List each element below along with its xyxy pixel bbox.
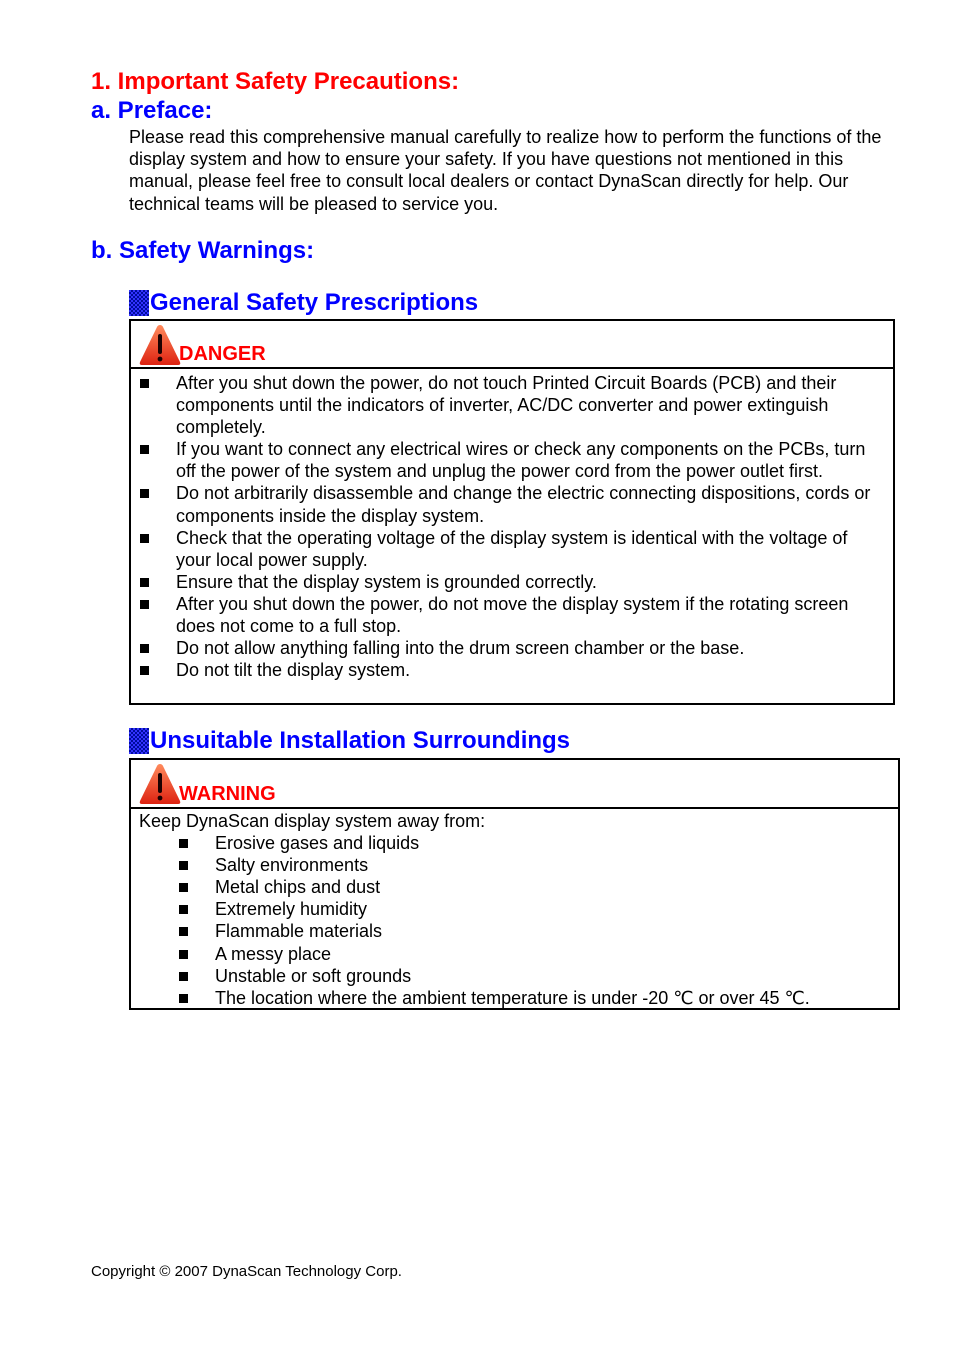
danger-header: [131, 321, 893, 369]
list-item-text: If you want to connect any electrical wires or check any components on the PCBs, turn off the power of the system and unplug the power cord from the power outlet first.: [176, 439, 866, 482]
list-item-text: After you shut down the power, do not touch Printed Circuit Boards (PCB) and their components until the indicators of inverter, AC/DC converter and power extinguish completely.: [176, 373, 837, 438]
danger-box: [129, 319, 895, 705]
bullet-icon: [140, 578, 149, 587]
bullet-icon: [179, 950, 188, 959]
unsuitable-title-text: Unsuitable Installation Surroundings: [150, 727, 571, 754]
list-item-text: Do not tilt the display system.: [176, 660, 411, 681]
list-item-text: Metal chips and dust: [215, 877, 381, 898]
list-item: [176, 659, 887, 681]
bullet-icon: [140, 445, 149, 454]
bullet-icon: [179, 972, 188, 981]
bullet-icon: [140, 644, 149, 653]
list-item: [215, 920, 898, 942]
list-item-text: Do not arbitrarily disassemble and change the electric connecting dispositions, cords or components inside the display system.: [176, 483, 871, 526]
list-item: [176, 593, 887, 637]
list-item: [215, 898, 898, 920]
list-item: [215, 987, 898, 1009]
general-safety-title-text: General Safety Prescriptions: [150, 289, 479, 316]
warning-triangle-icon: [138, 761, 182, 805]
list-item: [215, 876, 898, 898]
list-item-text: Salty environments: [215, 855, 369, 876]
section-heading: 1. Important Safety Precautions:: [91, 68, 460, 95]
list-item-text: After you shut down the power, do not move the display system if the rotating screen does not come to a full stop.: [176, 593, 849, 637]
bullet-icon: [179, 861, 188, 870]
bullet-icon: [140, 666, 149, 675]
section-marker-icon: [129, 728, 149, 754]
warning-header: [131, 760, 898, 809]
bullet-icon: [179, 883, 188, 892]
list-item: [215, 832, 898, 854]
list-item: [176, 438, 887, 482]
list-item-text: Ensure that the display system is grounded correctly.: [176, 571, 597, 592]
warning-intro: Keep DynaScan display system away from:: [139, 811, 486, 831]
section-marker-icon: [129, 290, 149, 316]
list-item-text: Unstable or soft grounds: [215, 965, 412, 986]
list-item-text: Check that the operating voltage of the display system is identical with the voltage of your local power supply.: [176, 527, 848, 570]
bullet-icon: [140, 379, 149, 388]
warning-box: [129, 758, 900, 1010]
list-item: [176, 372, 887, 438]
list-item-text: Extremely humidity: [215, 899, 368, 920]
bullet-icon: [140, 534, 149, 543]
bullet-icon: [179, 905, 188, 914]
unsuitable-title: [129, 727, 570, 755]
list-item-text: Do not allow anything falling into the drum screen chamber or the base.: [176, 638, 745, 659]
list-item-text: Erosive gases and liquids: [215, 833, 420, 854]
safety-warnings-heading: b. Safety Warnings:: [91, 237, 315, 264]
bullet-icon: [140, 600, 149, 609]
general-safety-title: [129, 289, 478, 317]
list-item: [176, 571, 887, 593]
warning-label: WARNING: [179, 783, 276, 805]
bullet-icon: [140, 489, 149, 498]
danger-list: [131, 369, 893, 681]
bullet-icon: [179, 994, 188, 1003]
danger-label: DANGER: [179, 343, 266, 365]
list-item: [176, 482, 887, 526]
list-item: [215, 854, 898, 876]
list-item: [215, 943, 898, 965]
list-item-text: The location where the ambient temperature is under -20 ℃ or over 45 ℃.: [215, 987, 810, 1008]
bullet-icon: [179, 839, 188, 848]
list-item: [215, 965, 898, 987]
list-item: [176, 527, 887, 571]
preface-heading: a. Preface:: [91, 97, 213, 124]
list-item-text: Flammable materials: [215, 921, 383, 942]
copyright-footer: Copyright © 2007 DynaScan Technology Corp.: [91, 1263, 402, 1280]
danger-warning-icon: [138, 322, 182, 366]
list-item-text: A messy place: [215, 943, 332, 964]
bullet-icon: [179, 927, 188, 936]
warning-list: [131, 832, 898, 1009]
list-item: [176, 637, 887, 659]
preface-body: Please read this comprehensive manual carefully to realize how to perform the functions of the display system and how to ensure your safety. If you have questions not mentioned in this manual, please feel free to consult local dealers or contact DynaScan directly for help. Our technical teams will be pleased to service you.: [129, 127, 882, 214]
